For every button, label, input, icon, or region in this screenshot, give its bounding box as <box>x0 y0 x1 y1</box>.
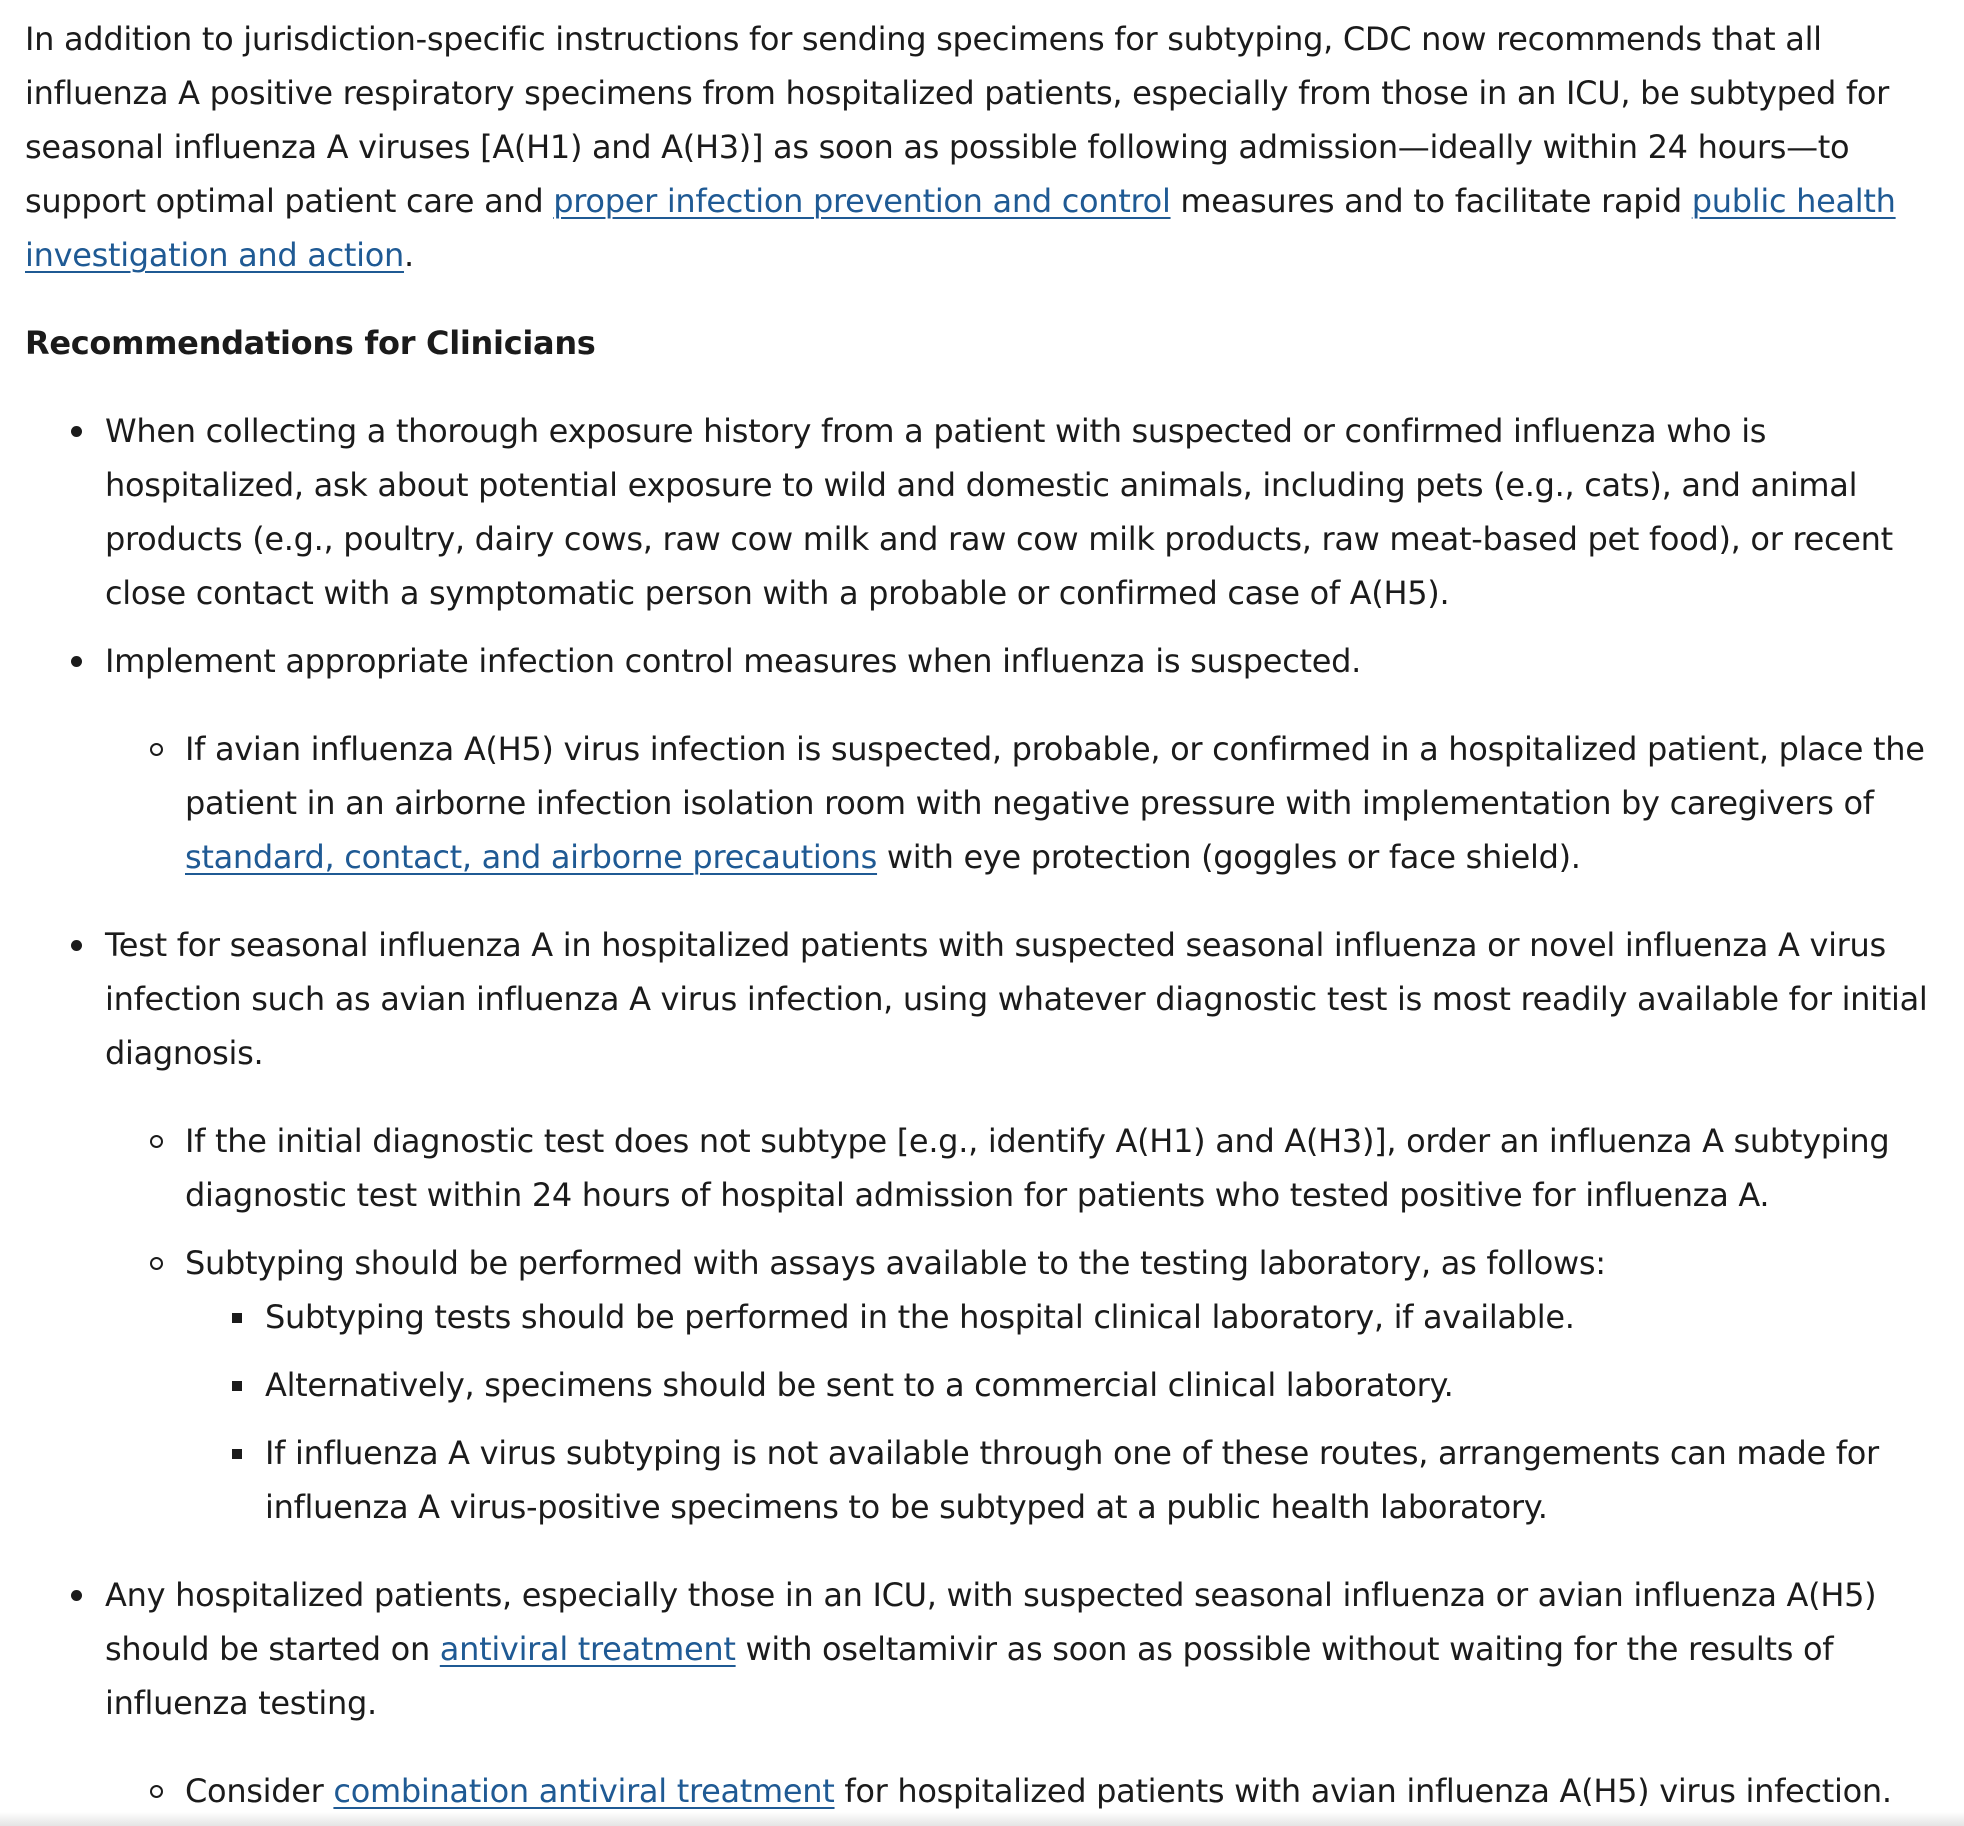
list-item-avian-isolation <box>105 722 1960 884</box>
combination-antiviral-link[interactable]: combination antiviral treatment <box>333 1772 835 1810</box>
intro-paragraph <box>25 12 1960 282</box>
assay-option-text: Alternatively, specimens should be sent to a commercial clinical laboratory. <box>265 1366 1454 1404</box>
antiviral-text-1: Any hospitalized patients, especially those in an ICU, with suspected seasonal influenza or avian influenza A(H5) should be started on <box>105 1576 1877 1668</box>
list-item-infection-control <box>25 634 1960 884</box>
testing-sublist <box>105 1114 1960 1534</box>
combination-text-1: Consider <box>185 1772 334 1810</box>
scroll-shadow <box>0 1812 1964 1826</box>
assay-options-list <box>185 1290 1960 1534</box>
avian-isolation-text-1: If avian influenza A(H5) virus infection is suspected, probable, or confirmed in a hospitalized patient, place the patient in an airborne infection isolation room with negative pressure with implementation by caregivers of <box>185 730 1925 822</box>
list-item-exposure-history <box>25 404 1960 620</box>
avian-isolation-text-2: with eye protection (goggles or face shield). <box>877 838 1581 876</box>
list-item-subtype-assays <box>105 1236 1960 1534</box>
list-item-assay-option <box>185 1426 1960 1534</box>
exposure-history-text: When collecting a thorough exposure history from a patient with suspected or confirmed influenza who is hospitalized, ask about potential exposure to wild and domestic animals, including pets (e.g., cats), and animal products (e.g., poultry, dairy cows, raw cow milk and raw cow milk products, raw meat-based pet food), or recent close contact with a symptomatic person with a probable or confirmed case of A(H5). <box>105 412 1893 612</box>
recommendations-list <box>25 404 1960 1818</box>
assay-option-text: If influenza A virus subtyping is not available through one of these routes, arrangements can made for influenza A virus-positive specimens to be subtyped at a public health laboratory. <box>265 1434 1879 1526</box>
subtype-assays-text: Subtyping should be performed with assays available to the testing laboratory, as follows: <box>185 1244 1606 1282</box>
subtype-order-text: If the initial diagnostic test does not subtype [e.g., identify A(H1) and A(H3)], order an influenza A subtyping diagnostic test within 24 hours of hospital admission for patients who tested positive for influenza A. <box>185 1122 1890 1214</box>
list-item-assay-option <box>185 1290 1960 1344</box>
section-heading: Recommendations for Clinicians <box>25 324 596 362</box>
antiviral-treatment-link[interactable]: antiviral treatment <box>439 1630 736 1668</box>
list-item-test-seasonal <box>25 918 1960 1534</box>
public-health-investigation-link[interactable]: public health investigation and action <box>25 182 1896 274</box>
assay-option-text: Subtyping tests should be performed in the hospital clinical laboratory, if available. <box>265 1298 1575 1336</box>
intro-text-3: . <box>403 236 414 274</box>
infection-control-text: Implement appropriate infection control measures when influenza is suspected. <box>105 642 1362 680</box>
list-item-assay-option <box>185 1358 1960 1412</box>
infection-prevention-link[interactable]: proper infection prevention and control <box>553 182 1171 220</box>
infection-control-sublist <box>105 722 1960 884</box>
intro-text-1: In addition to jurisdiction-specific instructions for sending specimens for subtyping, CDC now recommends that all influenza A positive respiratory specimens from hospitalized patients, especially from those in an ICU, be subtyped for seasonal influenza A viruses [A(H1) and A(H3)] as soon as possible following admission—ideally within 24 hours—to support optimal patient care and <box>25 20 1889 220</box>
intro-text-2: measures and to facilitate rapid <box>1170 182 1692 220</box>
list-item-subtype-order <box>105 1114 1960 1222</box>
antiviral-sublist <box>105 1764 1960 1818</box>
precautions-link[interactable]: standard, contact, and airborne precautions <box>185 838 878 876</box>
test-seasonal-text: Test for seasonal influenza A in hospitalized patients with suspected seasonal influenza or novel influenza A virus infection such as avian influenza A virus infection, using whatever diagnostic test is most readily available for initial diagnosis. <box>105 926 1928 1072</box>
combination-text-2: for hospitalized patients with avian influenza A(H5) virus infection. <box>834 1772 1892 1810</box>
antiviral-text-2: with oseltamivir as soon as possible without waiting for the results of influenza testing. <box>105 1630 1834 1722</box>
list-item-combination <box>105 1764 1960 1818</box>
page-content <box>25 12 1960 1818</box>
list-item-antiviral <box>25 1568 1960 1818</box>
